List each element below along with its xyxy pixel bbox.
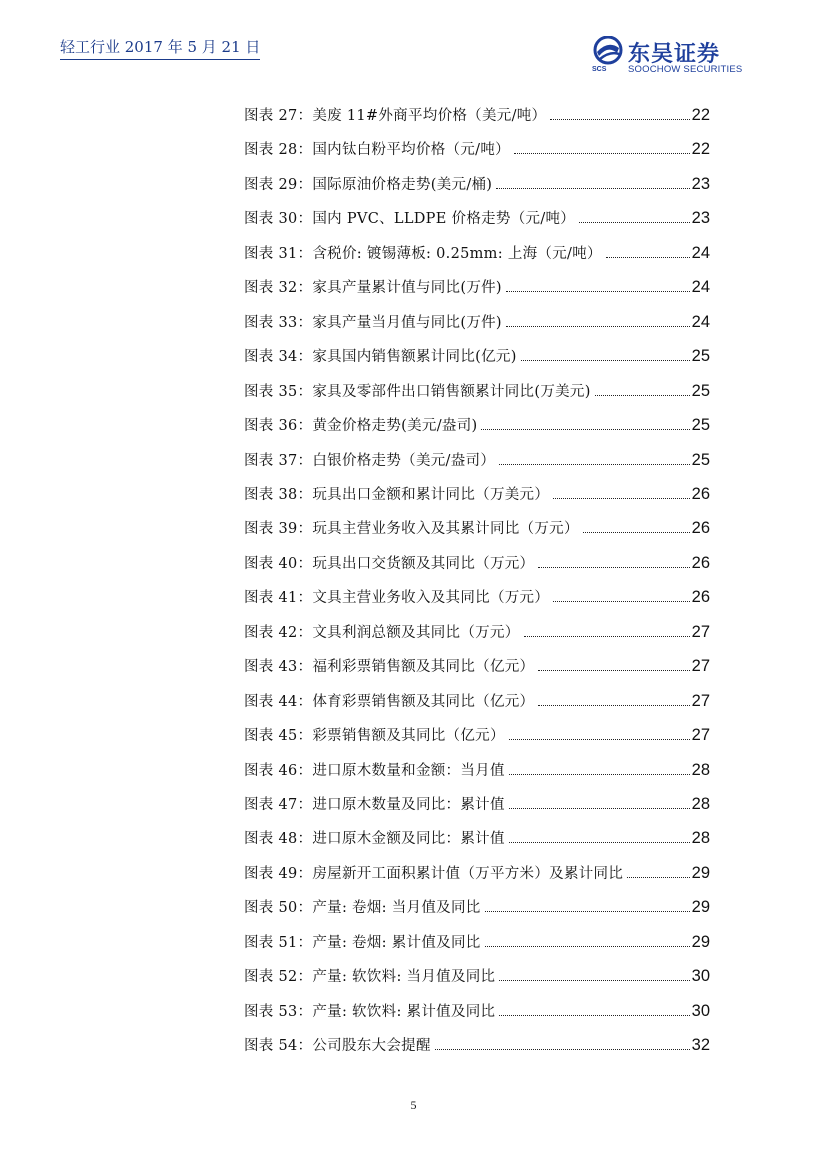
toc-entry[interactable]: [244, 380, 710, 404]
toc-leader-dots: [506, 326, 690, 327]
toc-entry[interactable]: [244, 483, 710, 507]
toc-entry[interactable]: [244, 793, 710, 817]
toc-entry-page: 23: [691, 174, 710, 193]
toc-entry-title: 图表 31：含税价: 镀锡薄板: 0.25mm: 上海（元/吨）: [244, 245, 602, 262]
toc-entry[interactable]: [244, 1034, 710, 1058]
toc-entry-page: 26: [691, 519, 710, 538]
toc-leader-dots: [514, 153, 690, 154]
toc-entry-title: 图表 35：家具及零部件出口销售额累计同比(万美元): [244, 383, 591, 400]
toc-entry-page: 22: [691, 106, 710, 124]
toc-entry-page: 29: [691, 863, 710, 882]
toc-entry[interactable]: [244, 827, 710, 851]
toc-entry[interactable]: [244, 759, 710, 783]
toc-leader-dots: [499, 980, 689, 981]
toc-entry-title: 图表 28：国内钛白粉平均价格（元/吨）: [244, 142, 510, 159]
toc-leader-dots: [499, 464, 689, 465]
toc-entry-page: 27: [691, 657, 710, 676]
toc-entry[interactable]: [244, 1000, 710, 1024]
toc-entry-title: 图表 52：产量: 软饮料: 当月值及同比: [244, 969, 496, 986]
toc-entry-page: 32: [691, 1036, 710, 1055]
toc-entry-title: 图表 51：产量: 卷烟: 累计值及同比: [244, 934, 481, 951]
toc-entry-title: 图表 33：家具产量当月值与同比(万件): [244, 314, 502, 331]
toc-entry-page: 29: [691, 932, 710, 951]
toc-entry-title: 图表 29：国际原油价格走势(美元/桶): [244, 176, 493, 193]
toc-leader-dots: [499, 1015, 689, 1016]
toc-entry-title: 图表 47：进口原木数量及同比：累计值: [244, 797, 505, 813]
toc-entry-title: 图表 40：玩具出口交货额及其同比（万元）: [244, 555, 535, 572]
logo-chinese-name: 东吴证券: [628, 42, 721, 67]
toc-entry-title: 图表 48：进口原木金额及同比：累计值: [244, 831, 505, 848]
toc-entry-page: 25: [691, 416, 710, 435]
toc-leader-dots: [553, 498, 689, 499]
toc-entry[interactable]: [244, 621, 710, 645]
toc-entry-page: 27: [691, 622, 710, 641]
logo-english-name: SOOCHOW SECURITIES: [628, 64, 743, 75]
toc-entry-page: 24: [691, 278, 710, 297]
toc-leader-dots: [506, 291, 690, 292]
toc-entry[interactable]: [244, 931, 710, 955]
toc-entry-title: 图表 39：玩具主营业务收入及其累计同比（万元）: [244, 521, 579, 538]
toc-entry-title: 图表 45：彩票销售额及其同比（亿元）: [244, 728, 505, 745]
toc-entry[interactable]: [244, 449, 710, 473]
toc-entry-page: 22: [691, 140, 710, 159]
toc-leader-dots: [627, 877, 689, 878]
toc-entry-title: 图表 41：文具主营业务收入及其同比（万元）: [244, 590, 550, 607]
page-number: 5: [410, 1098, 417, 1112]
toc-entry-page: 26: [691, 553, 710, 572]
toc-entry-page: 29: [691, 898, 710, 917]
toc-entry-title: 图表 53：产量: 软饮料: 累计值及同比: [244, 1003, 496, 1020]
toc-entry[interactable]: [244, 724, 710, 748]
toc-leader-dots: [509, 842, 690, 843]
toc-leader-dots: [606, 257, 690, 258]
toc-entry-page: 30: [691, 967, 710, 986]
toc-entry-title: 图表 44：体育彩票销售额及其同比（亿元）: [244, 693, 535, 710]
toc-leader-dots: [435, 1049, 690, 1050]
toc-entry[interactable]: [244, 138, 710, 162]
toc-entry[interactable]: [244, 173, 710, 197]
toc-entry-page: 24: [691, 312, 710, 331]
toc-entry-title: 图表 42：文具利润总额及其同比（万元）: [244, 624, 520, 641]
toc-leader-dots: [583, 532, 690, 533]
toc-entry-page: 27: [691, 726, 710, 745]
toc-entry-title: 图表 36：黄金价格走势(美元/盎司): [244, 418, 478, 435]
toc-leader-dots: [595, 395, 690, 396]
toc-leader-dots: [524, 636, 690, 637]
toc-entry[interactable]: [244, 414, 710, 438]
logo-abbreviation: SCS: [592, 66, 607, 73]
toc-entry-page: 24: [691, 243, 710, 262]
scs-logo-icon: [591, 36, 625, 66]
toc-leader-dots: [538, 670, 689, 671]
toc-entry-page: 25: [691, 450, 710, 469]
toc-leader-dots: [509, 808, 690, 809]
toc-entry[interactable]: [244, 896, 710, 920]
toc-entry-title: 图表 43：福利彩票销售额及其同比（亿元）: [244, 659, 535, 676]
toc-leader-dots: [550, 119, 689, 120]
toc-entry[interactable]: [244, 586, 710, 610]
toc-entry-page: 26: [691, 588, 710, 607]
toc-entry-title: 图表 49：房屋新开工面积累计值（万平方米）及累计同比: [244, 865, 624, 882]
toc-entry-title: 图表 32：家具产量累计值与同比(万件): [244, 280, 502, 297]
toc-leader-dots: [553, 601, 689, 602]
toc-entry-page: 28: [691, 760, 710, 779]
report-header-text: 轻工行业 2017 年 5 月 21 日: [60, 36, 260, 60]
toc-entry-page: 26: [691, 484, 710, 503]
toc-entry-page: 25: [691, 381, 710, 400]
toc-entry[interactable]: [244, 655, 710, 679]
toc-entry[interactable]: [244, 311, 710, 335]
toc-leader-dots: [538, 567, 689, 568]
toc-entry-title: 图表 27：美废 11#外商平均价格（美元/吨）: [244, 108, 547, 124]
page-header: [0, 0, 827, 80]
toc-entry[interactable]: [244, 965, 710, 989]
toc-entry-title: 图表 54：公司股东大会提醒: [244, 1038, 431, 1055]
toc-entry[interactable]: [244, 690, 710, 714]
toc-entry-page: 27: [691, 691, 710, 710]
toc-entry[interactable]: [244, 862, 710, 886]
toc-entry[interactable]: [244, 345, 710, 369]
toc-entry-title: 图表 34：家具国内销售额累计同比(亿元): [244, 349, 517, 366]
toc-entry-page: 23: [691, 209, 710, 228]
toc-entry-page: 30: [691, 1001, 710, 1020]
toc-entry-page: 25: [691, 347, 710, 366]
toc-entry-title: 图表 37：白银价格走势（美元/盎司）: [244, 452, 496, 469]
toc-leader-dots: [579, 222, 690, 223]
toc-entry-page: 28: [691, 795, 710, 813]
toc-entry-page: 28: [691, 829, 710, 848]
company-logo: [591, 36, 766, 76]
toc-leader-dots: [521, 360, 690, 361]
toc-entry[interactable]: [244, 276, 710, 300]
toc-leader-dots: [485, 946, 690, 947]
toc-leader-dots: [485, 911, 690, 912]
toc-entry[interactable]: [244, 517, 710, 541]
toc-leader-dots: [509, 774, 690, 775]
toc-entry[interactable]: [244, 207, 710, 231]
toc-leader-dots: [509, 739, 690, 740]
toc-leader-dots: [481, 429, 689, 430]
toc-entry-title: 图表 50：产量: 卷烟: 当月值及同比: [244, 900, 481, 917]
toc-leader-dots: [538, 705, 689, 706]
toc-entry[interactable]: [244, 104, 710, 128]
toc-entry[interactable]: [244, 552, 710, 576]
toc-entry[interactable]: [244, 242, 710, 266]
toc-entry-title: 图表 46：进口原木数量和金额：当月值: [244, 762, 505, 779]
toc-entry-title: 图表 38：玩具出口金额和累计同比（万美元）: [244, 486, 550, 503]
toc-entry-title: 图表 30：国内 PVC、LLDPE 价格走势（元/吨）: [244, 211, 576, 228]
toc-leader-dots: [496, 188, 689, 189]
